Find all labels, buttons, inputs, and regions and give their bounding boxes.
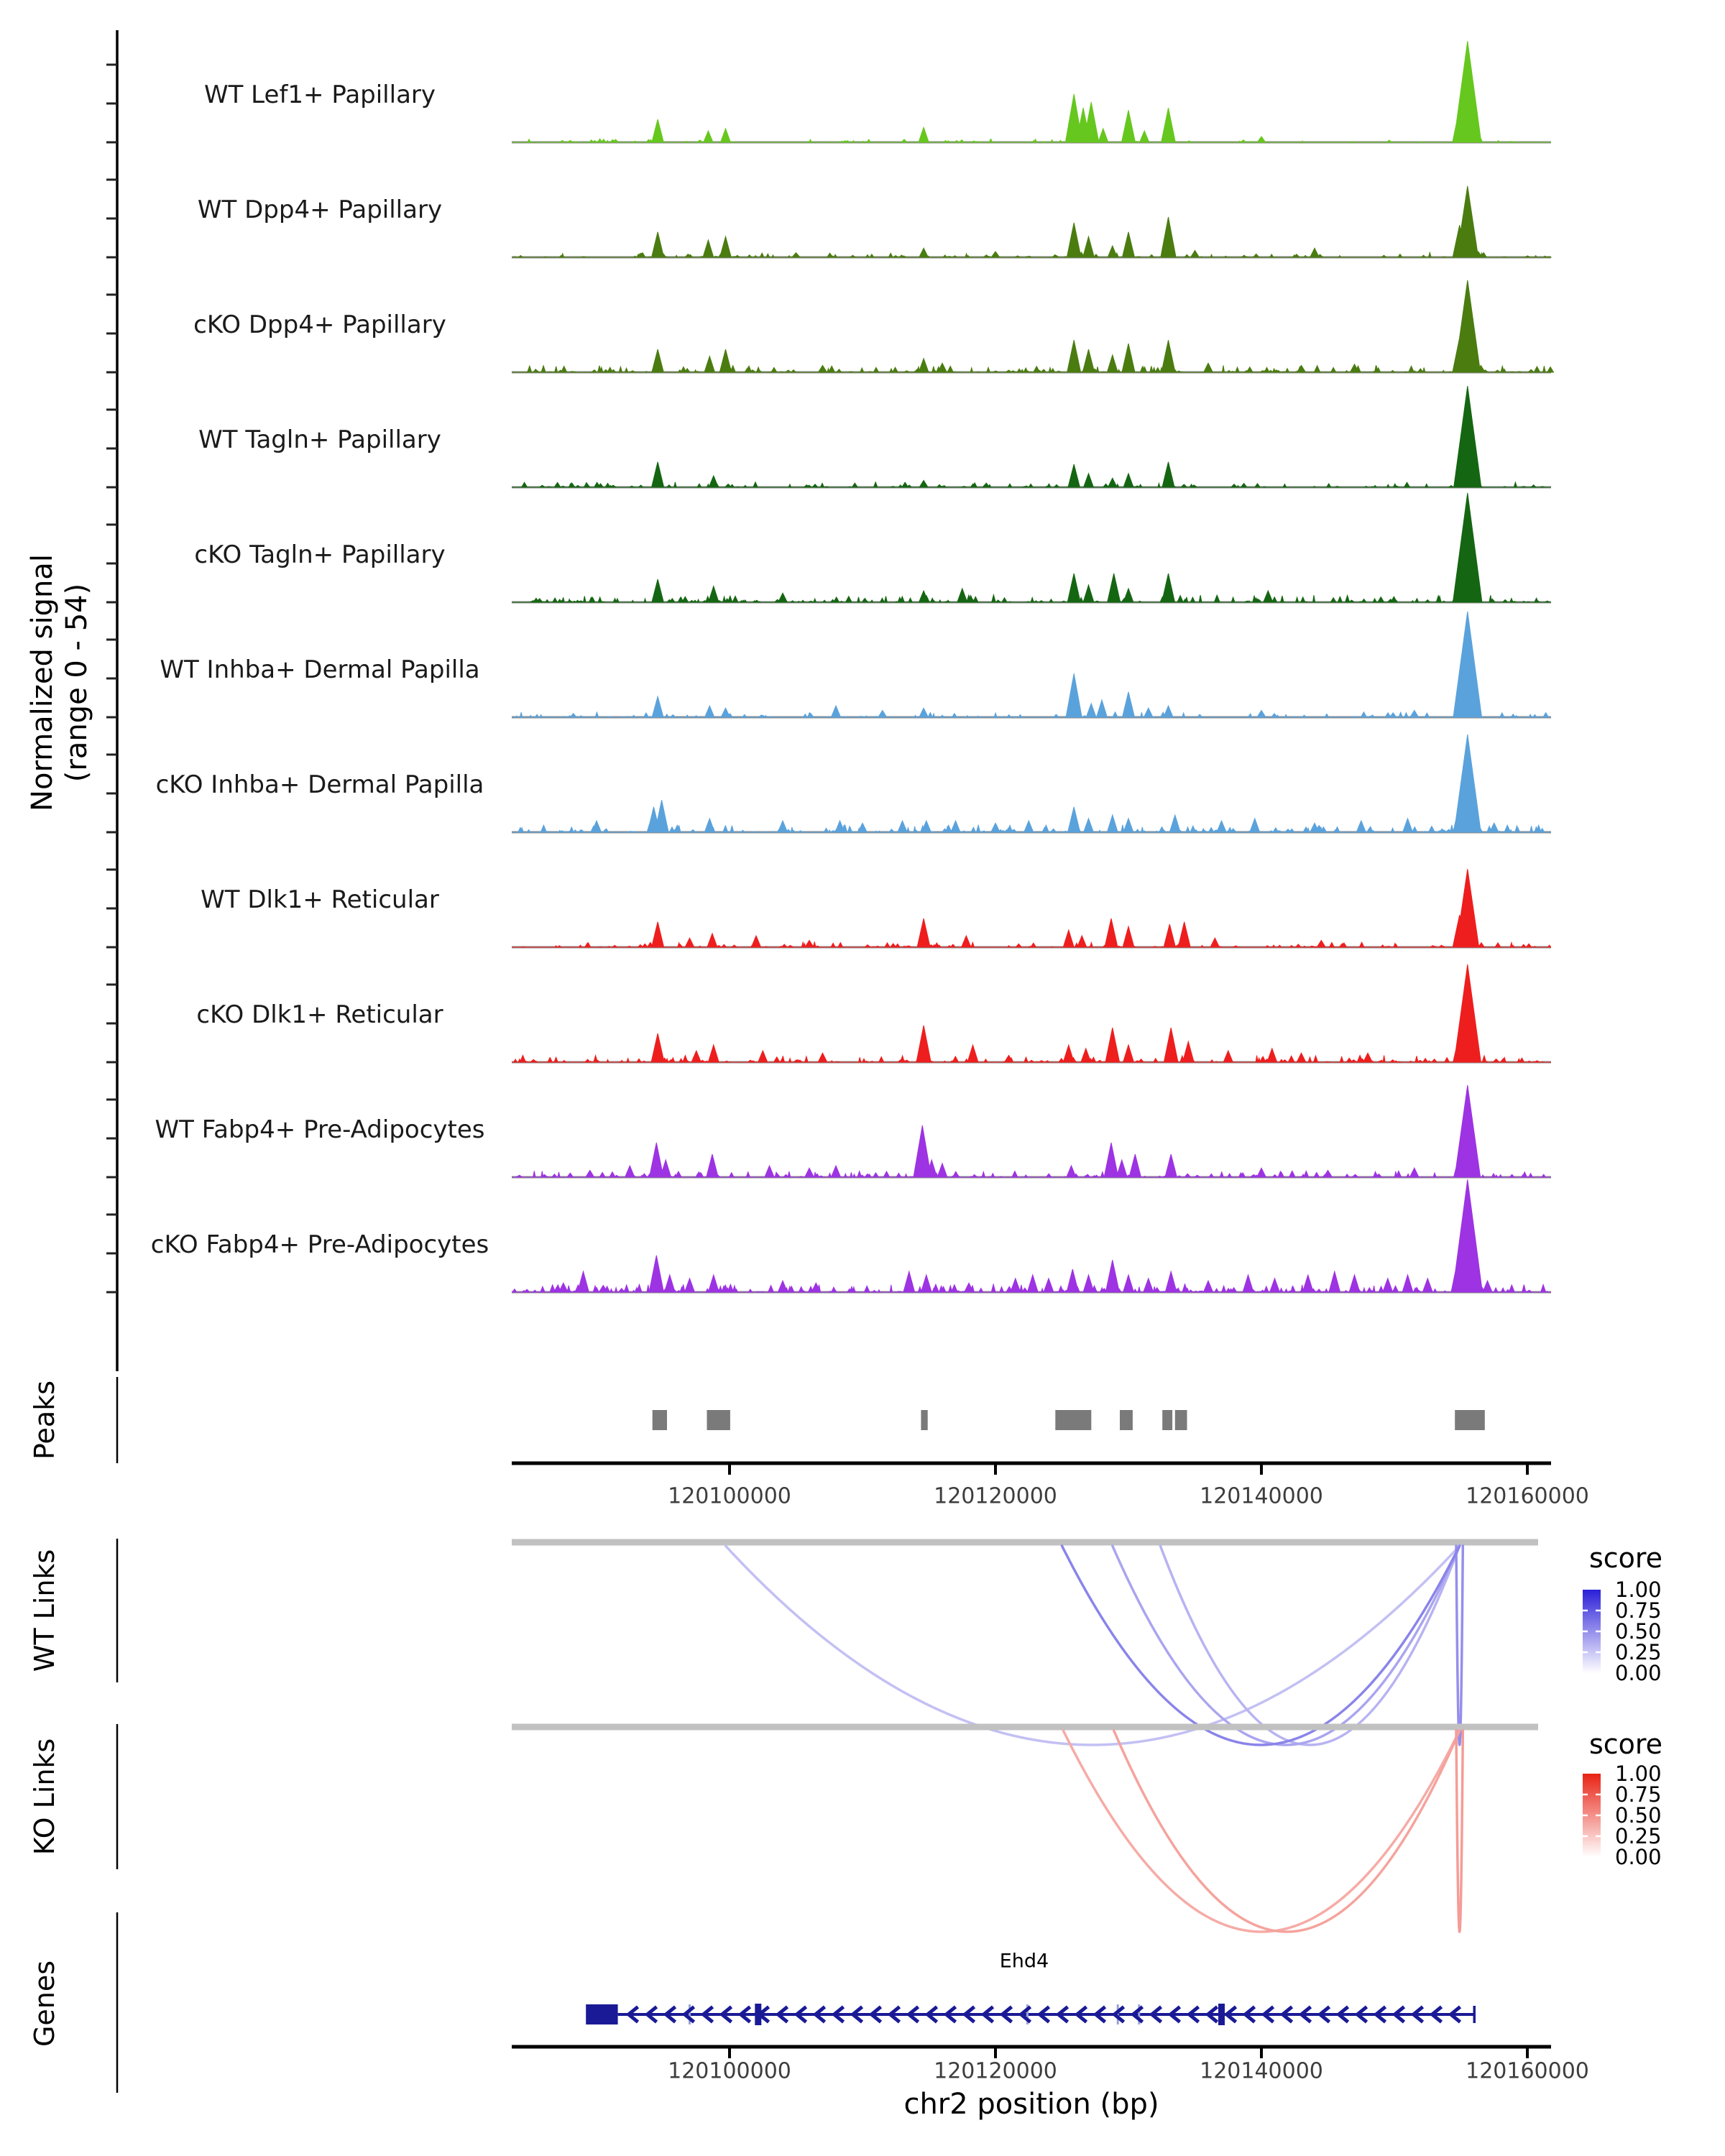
y-axis-label-line1: Normalized signal: [26, 554, 59, 811]
track-label-cko-dlk1: cKO Dlk1+ Reticular: [196, 1000, 443, 1029]
signal-track-path-8: [512, 964, 1551, 1062]
peak-interval-box: [1455, 1410, 1485, 1430]
track-label-wt-fabp4: WT Fabp4+ Pre-Adipocytes: [155, 1115, 485, 1144]
signal-track-path-6: [512, 734, 1551, 832]
links-score-tick-label: 0.75: [1615, 1598, 1662, 1623]
signal-track-path-10: [512, 1179, 1551, 1292]
track-label-cko-fabp4: cKO Fabp4+ Pre-Adipocytes: [150, 1230, 489, 1259]
signal-track-path-3: [512, 386, 1551, 487]
track-label-wt-tagln: WT Tagln+ Papillary: [198, 425, 441, 454]
gene-exon-thick: [755, 2004, 761, 2025]
genome-axis-tick-label: 120160000: [1466, 2058, 1589, 2084]
link-arc: [1456, 1731, 1463, 1932]
genome-axis-tick-label: 120100000: [668, 1483, 791, 1509]
peak-interval-box: [653, 1410, 667, 1430]
links-score-tick-label: 0.25: [1615, 1824, 1662, 1848]
links-score-tick-label: 0.75: [1615, 1782, 1662, 1807]
gene-utr-box: [586, 2004, 617, 2024]
genome-axis-tick-label: 120160000: [1466, 1483, 1589, 1509]
gene-end-bar: [1473, 2006, 1476, 2023]
peak-interval-box: [1175, 1410, 1187, 1430]
peak-interval-box: [1055, 1410, 1091, 1430]
link-arc: [1063, 1731, 1459, 1932]
peaks-section-label: Peaks: [29, 1380, 60, 1460]
peak-interval-box: [707, 1410, 730, 1430]
peak-interval-box: [921, 1410, 927, 1430]
ko-links-section-label: KO Links: [29, 1738, 60, 1856]
gene-exon-thick: [1218, 2004, 1225, 2025]
track-label-wt-lef1: WT Lef1+ Papillary: [203, 80, 436, 109]
links-score-tick-label: 1.00: [1615, 1577, 1662, 1602]
genome-axis-tick-label: 120120000: [934, 1483, 1057, 1509]
track-label-wt-dpp4: WT Dpp4+ Papillary: [197, 195, 443, 224]
links-score-tick-label: 0.50: [1615, 1803, 1662, 1828]
genome-axis-tick-label: 120100000: [668, 2058, 791, 2084]
y-axis-label-line2: (range 0 - 54): [60, 583, 93, 783]
x-axis-title: chr2 position (bp): [903, 2088, 1159, 2121]
genome-axis-tick-label: 120140000: [1200, 2058, 1323, 2084]
peak-interval-box: [1162, 1410, 1172, 1430]
link-arc: [1114, 1731, 1460, 1932]
signal-track-path-5: [512, 612, 1551, 717]
links-score-tick-label: 0.50: [1615, 1619, 1662, 1644]
signal-track-path-4: [512, 493, 1551, 602]
link-arc: [726, 1546, 1460, 1745]
track-label-wt-inhba: WT Inhba+ Dermal Papilla: [160, 655, 480, 684]
signal-track-path-1: [512, 186, 1551, 257]
signal-track-path-0: [512, 41, 1551, 142]
track-label-cko-inhba: cKO Inhba+ Dermal Papilla: [155, 770, 484, 799]
signal-track-path-2: [512, 280, 1554, 372]
gene-exon-thin: [689, 2004, 691, 2024]
links-score-tick-label: 0.00: [1615, 1661, 1662, 1685]
ko-links-legend-title: score: [1588, 1728, 1663, 1760]
gene-name-label: Ehd4: [999, 1950, 1049, 1973]
link-arc: [1062, 1546, 1460, 1745]
genome-axis-tick-label: 120120000: [934, 2058, 1057, 2084]
signal-track-path-7: [512, 869, 1551, 947]
link-arc: [1160, 1546, 1459, 1745]
track-label-cko-tagln: cKO Tagln+ Papillary: [194, 540, 446, 569]
wt-links-section-label: WT Links: [29, 1549, 60, 1672]
genes-section-label: Genes: [29, 1960, 60, 2047]
link-arc: [1113, 1546, 1460, 1745]
signal-track-path-9: [512, 1085, 1551, 1177]
peak-interval-box: [1120, 1410, 1133, 1430]
links-score-tick-label: 0.25: [1615, 1640, 1662, 1664]
track-label-cko-dpp4: cKO Dpp4+ Papillary: [193, 310, 446, 339]
track-label-wt-dlk1: WT Dlk1+ Reticular: [201, 885, 439, 914]
links-score-tick-label: 0.00: [1615, 1845, 1662, 1869]
genome-axis-tick-label: 120140000: [1200, 1483, 1323, 1509]
wt-links-legend-title: score: [1588, 1542, 1663, 1574]
link-arc: [1456, 1546, 1463, 1745]
links-score-tick-label: 1.00: [1615, 1761, 1662, 1786]
